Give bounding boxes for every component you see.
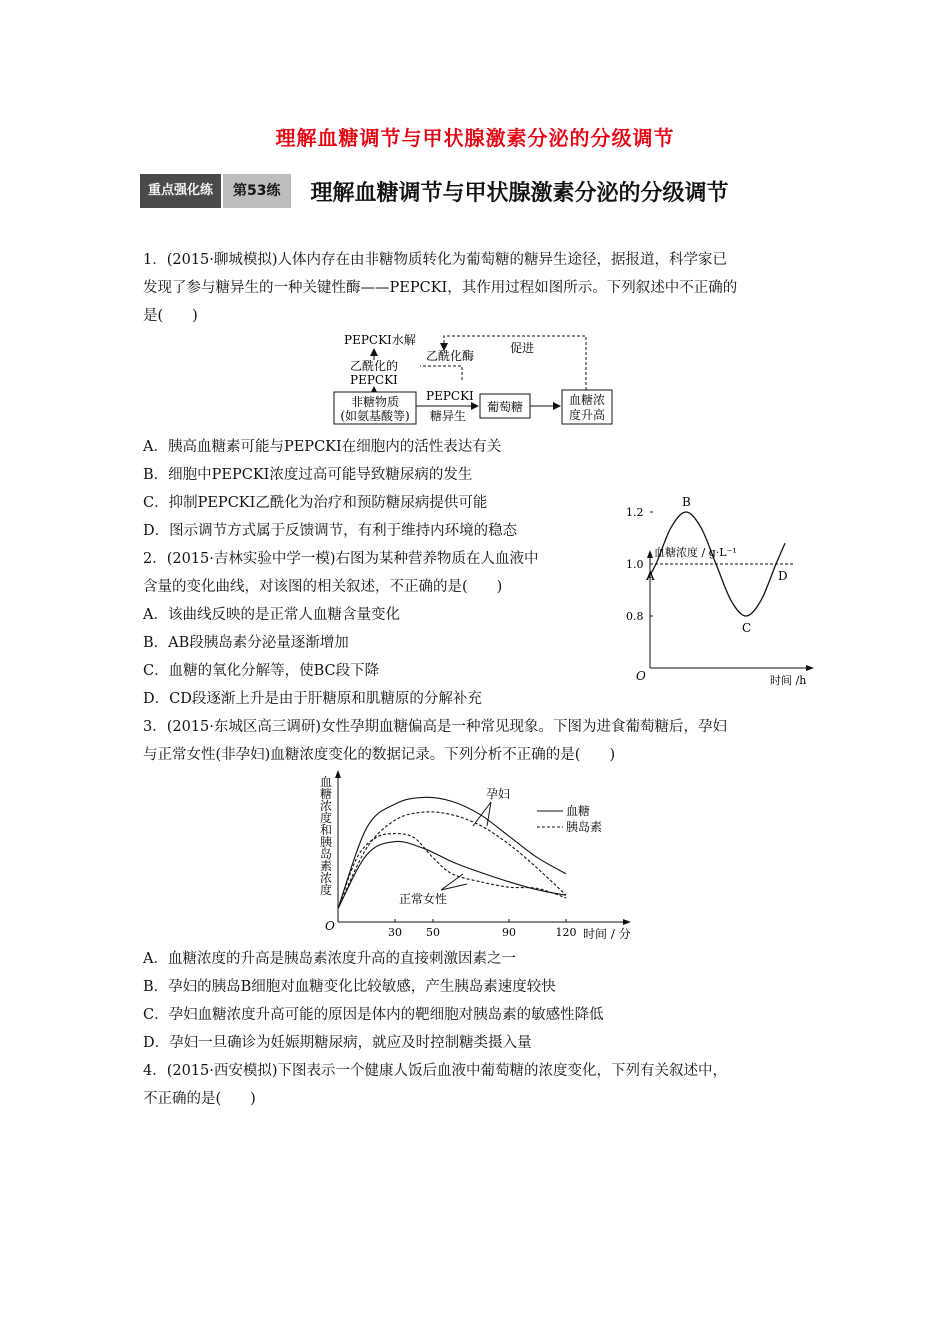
chart1-point-label-b: B bbox=[682, 495, 691, 509]
q2-option-a: A．该曲线反映的是正常人血糖含量变化 bbox=[143, 607, 400, 623]
diagram-nonsugar-label-1: 非糖物质 bbox=[350, 395, 400, 409]
chart1-ytick-label: 1.0 bbox=[626, 558, 644, 571]
q1-option-b: B．细胞中PEPCKI浓度过高可能导致糖尿病的发生 bbox=[143, 467, 473, 483]
q2-option-c: C．血糖的氧化分解等，使BC段下降 bbox=[143, 663, 380, 679]
q1-option-a: A．胰高血糖素可能与PEPCKI在细胞内的活性表达有关 bbox=[143, 439, 502, 455]
chart2-xlabel: 时间 / 分 bbox=[583, 927, 631, 941]
q1-stem-line-2: 发现了参与糖异生的一种关键性酶——PEPCKI，其作用过程如图所示。下列叙述中不正确的 bbox=[143, 280, 738, 296]
chart1-x-arrow bbox=[806, 665, 814, 671]
chart2-y-arrow bbox=[335, 770, 341, 778]
diagram-promote-label: 促进 bbox=[510, 341, 535, 355]
q3-option-c: C．孕妇血糖浓度升高可能的原因是体内的靶细胞对胰岛素的敏感性降低 bbox=[143, 1007, 604, 1023]
chart2-origin: O bbox=[325, 919, 335, 933]
chart2-series-insulin-pregnant bbox=[338, 812, 566, 909]
chart2-legend-insulin: 胰岛素 bbox=[566, 820, 603, 834]
diagram-nonsugar-label-2: (如氨基酸等) bbox=[340, 409, 410, 423]
chart1-point-label-a: A bbox=[646, 569, 655, 583]
q1-option-c: C．抑制PEPCKI乙酰化为治疗和预防糖尿病提供可能 bbox=[143, 495, 488, 511]
chart1-xlabel: 时间 /h bbox=[770, 674, 807, 687]
chart2-ylabel-char: 血 bbox=[320, 775, 333, 789]
chart2-series-glucose-pregnant bbox=[338, 797, 566, 908]
diagram-enzyme-arrow bbox=[420, 366, 462, 380]
banner-tag-practice: 重点强化练 bbox=[140, 174, 221, 208]
diagram-glucose-label: 葡萄糖 bbox=[486, 400, 524, 414]
chart2-series-glucose-normal bbox=[338, 841, 566, 908]
q3-stem-line-2: 与正常女性(非孕妇)血糖浓度变化的数据记录。下列分析不正确的是( ) bbox=[143, 747, 616, 763]
chart2-xtick-label: 50 bbox=[426, 926, 440, 939]
q1-flow-diagram bbox=[330, 330, 620, 426]
chart2-x-arrow bbox=[623, 919, 631, 925]
section-banner bbox=[140, 172, 729, 210]
chart2-ylabel-char: 度 bbox=[320, 811, 333, 825]
q1-stem-line-3: 是( ) bbox=[143, 308, 198, 324]
chart2-ylabel-char: 糖 bbox=[320, 787, 333, 801]
diagram-bg-label-2: 度升高 bbox=[568, 408, 606, 422]
chart2-ylabel-char: 岛 bbox=[320, 847, 333, 861]
q2-stem-line-1: 2．(2015·吉林实验中学一模)右图为某种营养物质在人血液中 bbox=[143, 551, 539, 567]
diagram-acetylated-label-2: PEPCKI bbox=[350, 373, 398, 387]
chart1-ytick-label: 0.8 bbox=[626, 610, 644, 623]
chart2-annotation-normal: 正常女性 bbox=[399, 892, 448, 906]
chart2-ylabel bbox=[320, 775, 332, 897]
chart1-ytick-label: 1.2 bbox=[626, 506, 644, 519]
chart1-origin: O bbox=[636, 669, 646, 683]
chart2-pointer-pregnant-a bbox=[473, 802, 491, 826]
banner-title: 理解血糖调节与甲状腺激素分泌的分级调节 bbox=[310, 180, 729, 206]
diagram-gluconeo-label: 糖异生 bbox=[430, 409, 467, 423]
q2-option-b: B．AB段胰岛素分泌量逐渐增加 bbox=[143, 635, 349, 651]
chart1-y-arrow bbox=[647, 550, 653, 558]
chart2-ylabel-char: 胰 bbox=[320, 835, 333, 849]
q4-stem-line-2: 不正确的是( ) bbox=[143, 1091, 256, 1107]
q4-stem-line-1: 4．(2015·西安模拟)下图表示一个健康人饭后血液中葡萄糖的浓度变化，下列有关叙述中， bbox=[143, 1063, 728, 1079]
chart2-ylabel-char: 素 bbox=[320, 859, 333, 873]
q3-option-b: B．孕妇的胰岛B细胞对血糖变化比较敏感，产生胰岛素速度较快 bbox=[143, 979, 556, 995]
chart2-annotation-pregnant: 孕妇 bbox=[486, 787, 511, 801]
chart2-ylabel-char: 浓 bbox=[320, 799, 333, 813]
chart2-xtick-label: 30 bbox=[388, 926, 402, 939]
q3-option-d: D．孕妇一旦确诊为妊娠期糖尿病，就应及时控制糖类摄入量 bbox=[143, 1035, 532, 1051]
chart2-ylabel-char: 度 bbox=[320, 883, 333, 897]
chart1-point-label-d: D bbox=[778, 569, 788, 583]
chart2-pointer-pregnant-b bbox=[487, 802, 491, 826]
chart2-ylabel-char: 浓 bbox=[320, 871, 333, 885]
chart2-legend-glucose: 血糖 bbox=[566, 804, 591, 818]
chart2-ylabel-char: 和 bbox=[320, 823, 333, 837]
diagram-acetylated-label-1: 乙酰化的 bbox=[350, 359, 399, 373]
q3-glucose-insulin-chart bbox=[315, 770, 645, 942]
chart2-xtick-label: 120 bbox=[555, 926, 577, 939]
q3-option-a: A．血糖浓度的升高是胰岛素浓度升高的直接刺激因素之一 bbox=[143, 951, 516, 967]
q3-stem-line-1: 3．(2015·东城区高三调研)女性孕期血糖偏高是一种常见现象。下图为进食葡萄糖后，孕妇 bbox=[143, 719, 728, 735]
q1-stem-line-1: 1．(2015·聊城模拟)人体内存在由非糖物质转化为葡萄糖的糖异生途径，据报道，科学家已 bbox=[143, 252, 728, 268]
chart1-point-label-c: C bbox=[742, 621, 752, 635]
diagram-hydrolysis-label: PEPCKI水解 bbox=[344, 333, 416, 347]
chart2-series-insulin-normal bbox=[338, 834, 566, 909]
diagram-enzyme-label: 乙酰化酶 bbox=[426, 349, 475, 363]
q2-option-d: D．CD段逐渐上升是由于肝糖原和肌糖原的分解补充 bbox=[143, 691, 482, 707]
diagram-bg-label-1: 血糖浓 bbox=[568, 393, 606, 407]
q2-stem-line-2: 含量的变化曲线，对该图的相关叙述，不正确的是( ) bbox=[143, 579, 503, 595]
q1-option-d: D．图示调节方式属于反馈调节，有利于维持内环境的稳态 bbox=[143, 523, 518, 539]
banner-tag-number: 第53练 bbox=[223, 174, 290, 208]
chart1-ylabel: 血糖浓度 / g·L⁻¹ bbox=[654, 546, 737, 559]
document-title: 理解血糖调节与甲状腺激素分泌的分级调节 bbox=[275, 126, 675, 150]
q2-sine-chart bbox=[620, 495, 815, 690]
diagram-pepcki-label: PEPCKI bbox=[426, 389, 474, 403]
chart2-xtick-label: 90 bbox=[502, 926, 516, 939]
